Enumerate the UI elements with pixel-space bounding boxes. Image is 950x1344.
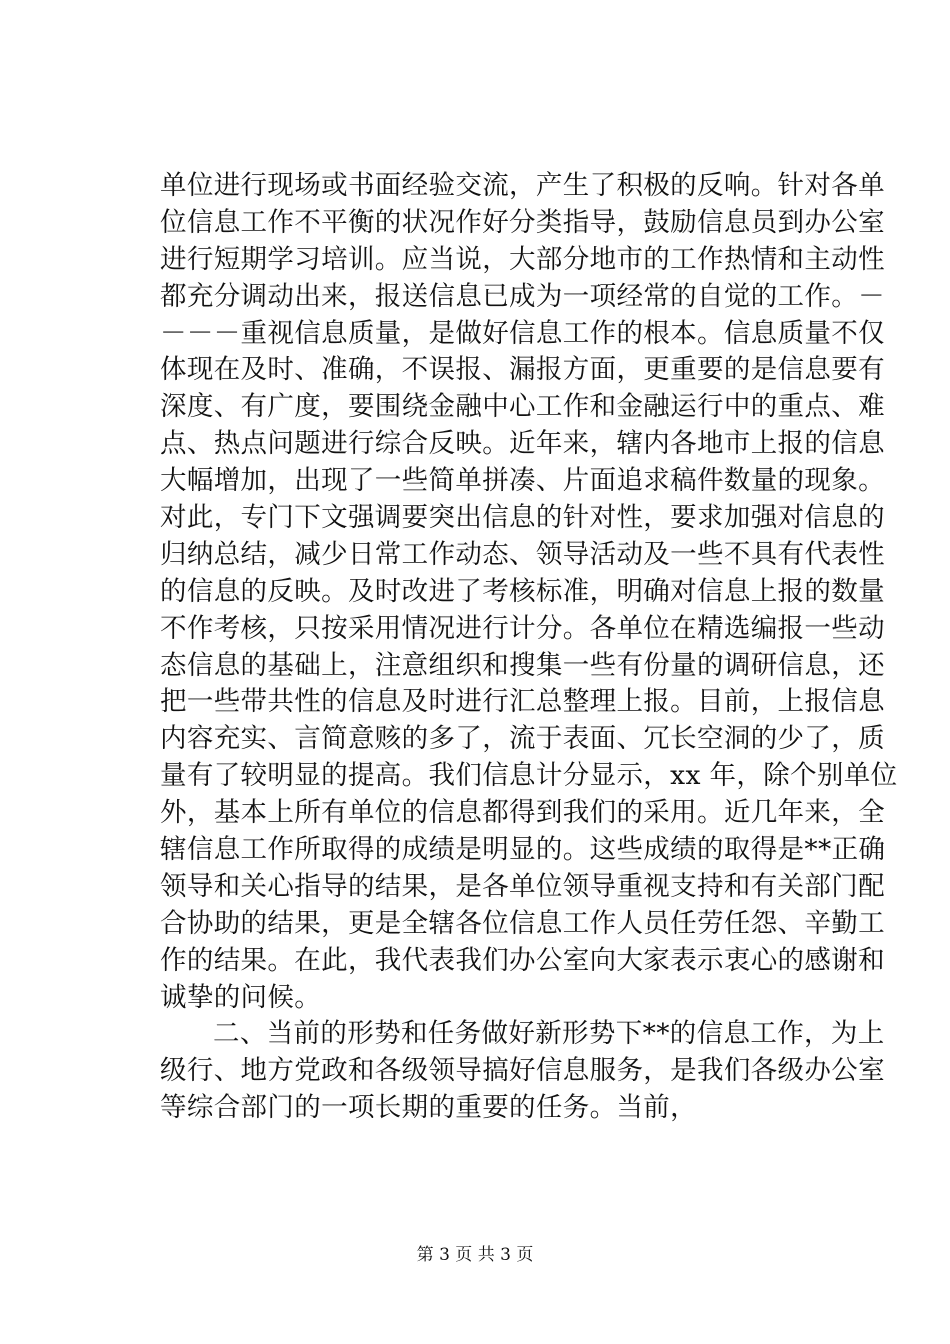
text-line: 单位进行现场或书面经验交流，产生了积极的反响。针对各单 [160,170,885,201]
text-line: 对此，专门下文强调要突出信息的针对性，要求加强对信息的 [160,502,885,534]
text-line: 点、热点问题进行综合反映。近年来，辖内各地市上报的信息 [160,428,885,460]
text-line: 进行短期学习培训。应当说，大部分地市的工作热情和主动性 [160,243,885,275]
text-line: 大幅增加，出现了一些简单拼凑、片面追求稿件数量的现象。 [160,465,885,497]
text-line: 内容充实、言简意赅的多了，流于表面、冗长空洞的少了，质 [160,723,885,755]
text-line: 合协助的结果，更是全辖各位信息工作人员任劳任怨、辛勤工 [160,907,885,939]
text-line: 领导和关心指导的结果，是各单位领导重视支持和有关部门配 [160,870,885,902]
text-line: 归纳总结，减少日常工作动态、领导活动及一些不具有代表性 [160,538,885,570]
text-line: 等综合部门的一项长期的重要的任务。当前， [160,1092,697,1124]
text-line: 诚挚的问候。 [160,981,322,1013]
text-line: 外，基本上所有单位的信息都得到我们的采用。近几年来，全 [160,797,885,829]
text-line: 体现在及时、准确，不误报、漏报方面，更重要的是信息要有 [160,354,885,386]
section-heading-line: 二、当前的形势和任务做好新形势下**的信息工作，为上 [213,1018,885,1050]
text-line: 的信息的反映。及时改进了考核标准，明确对信息上报的数量 [160,575,885,607]
text-line: 量有了较明显的提高。我们信息计分显示，xx 年，除个别单位 [160,760,898,792]
text-line: 作的结果。在此，我代表我们办公室向大家表示衷心的感谢和 [160,944,885,976]
text-line: 级行、地方党政和各级领导搞好信息服务，是我们各级办公室 [160,1055,885,1087]
text-line: 辖信息工作所取得的成绩是明显的。这些成绩的取得是**正确 [160,834,886,866]
text-line: －－－重视信息质量，是做好信息工作的根本。信息质量不仅 [160,317,885,349]
text-line: 深度、有广度，要围绕金融中心工作和金融运行中的重点、难 [160,391,885,423]
page-number-footer: 第 3 页 共 3 页 [416,1245,534,1265]
text-line: 态信息的基础上，注意组织和搜集一些有份量的调研信息，还 [160,649,885,681]
text-line: 不作考核，只按采用情况进行计分。各单位在精选编报一些动 [160,612,885,644]
document-body [160,168,898,1127]
text-line: 位信息工作不平衡的状况作好分类指导，鼓励信息员到办公室 [160,206,885,238]
text-line: 都充分调动出来，报送信息已成为一项经常的自觉的工作。－ [160,280,885,312]
text-line: 把一些带共性的信息及时进行汇总整理上报。目前，上报信息 [160,686,885,718]
